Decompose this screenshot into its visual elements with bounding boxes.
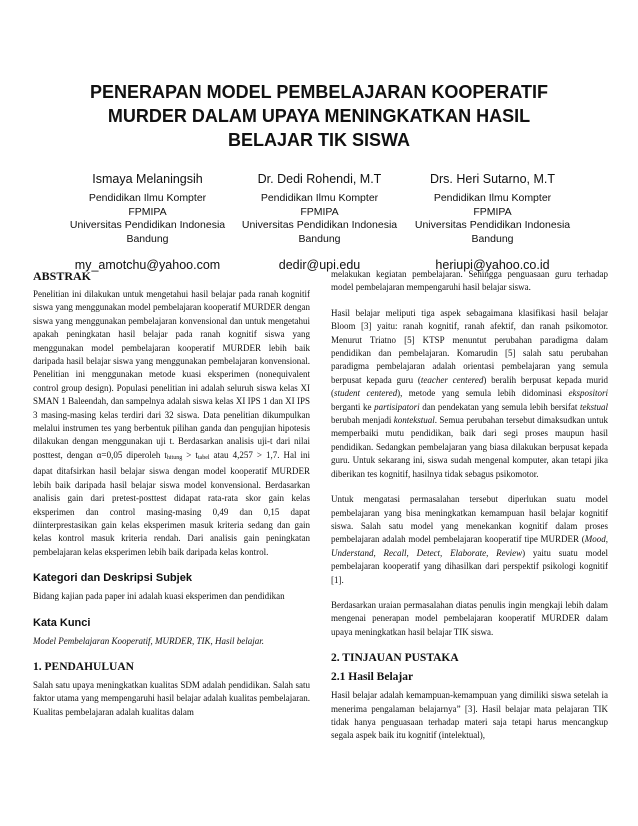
abstract-text [33,288,310,559]
author-faculty: FPMIPA [300,205,339,218]
subscript-tabel: tabel [197,454,210,461]
subscript-hitung: hitung [166,454,183,461]
text-run: berubah menjadi [331,415,394,426]
author-city: Bandung [126,232,169,245]
author-email[interactable]: my_amotchu@yahoo.com [74,258,221,272]
italic-term: partisipatori [374,401,420,412]
text-run: ) yaitu suatu model pembelajaran kooperatif yang dihasilkan dari perspektif psikologi kognitif [1]. [331,547,608,585]
section-heading: 2. TINJAUAN PUSTAKA [331,652,459,665]
author-name: Drs. Heri Sutarno, M.T [429,172,556,186]
author-university: Universitas Pendidikan Indonesia [69,219,226,231]
italic-term: student centered [334,388,398,399]
author-1 [60,171,235,273]
title-line: BELAJAR TIK SISWA [227,130,410,150]
italic-term: tekstual [580,401,608,412]
author-2 [232,171,407,273]
text-run: berganti ke [331,401,375,412]
paragraph [331,493,608,587]
italic-term: ekspositori [568,388,608,399]
category-text: Bidang kajian pada paper ini adalah kuasi eksperimen dan pendidikan [33,591,285,602]
author-university: Universitas Pendidikan Indonesia [241,219,398,231]
text-run: ), metode yang semula lebih didominasi [397,388,569,399]
text-run: ) beralih berpusat kepada murid ( [331,374,608,399]
paper-title [60,80,578,152]
keywords-heading: Kata Kunci [33,616,91,629]
author-city: Bandung [298,232,341,245]
intro-text: Salah satu upaya meningkatkan kualitas SDM adalah pendidikan. Salah satu faktor utama yang mempengaruhi hasil belajar adalah kualitas pembelajaran. Kualitas pembelajaran adalah kualitas dalam [33,679,310,717]
italic-term: teacher centered [420,374,484,385]
author-name: Ismaya Melaningsih [92,172,203,186]
abstract-heading: ABSTRAK [33,269,92,283]
keywords-text: Model Pembelajaran Kooperatif, MURDER, TIK, Hasil belajar. [33,635,264,646]
italic-term: kontekstual [393,415,435,426]
right-column [331,268,608,743]
subsection-heading: 2.1 Hasil Belajar [331,671,414,684]
author-name: Dr. Dedi Rohendi, M.T [257,172,382,186]
text-run: Hasil belajar meliputi tiga aspek sebagaimana klasifikasi hasil belajar Bloom [3] yaitu: ranah kognitif, ranah afektif, dan ranah psikomotor. Menurut Triatno [5] KTSP menuntut perubahan paradigma dalam pendidikan dan pembelajaran. Komarudin [5] salah satu perubahan paradigma pembelajaran adalah orientasi pembelajaran yang semula berpusat kepada guru ( [331,307,608,385]
author-dept: Pendidikan Ilmu Kompter [88,192,207,204]
author-dept: Pendidikan Ilmu Kompter [433,192,552,204]
abstract-text-b: > t [182,449,198,460]
author-3 [405,171,580,273]
paragraph: Hasil belajar adalah kemampuan-kemampuan yang dimiliki siswa setelah ia menerima pengalaman belajarnya” [3]. Hasil belajar mata pelajaran TIK tidak hanya penguasaan terhadap materi saja tetapi harus mencangkup segala aspek baik itu kognitif (intelektual), [331,690,608,741]
text-run: Untuk mengatasi permasalahan tersebut diperlukan suatu model pembelajaran yang bisa meningkatkan kemampuan hasil belajar kognitif siswa. Salah satu model yang menekankan kognitif dalam proses pembelajaran adalah model pembelajaran kooperatif tipe MURDER ( [331,494,608,545]
left-column [33,268,310,719]
title-line: MURDER DALAM UPAYA MENINGKATKAN HASIL [107,106,531,126]
text-run: . Semua perubahan tersebut dimaksudkan untuk memperbaiki mutu pendidikan, baik dari segi proses maupun hasil pendidikan. Sedangkan pembelajaran yang biasa dilakukan berpusat kepada guru. Untuk sekarang ini, siswa sudah mengenal komputer, akan tetapi jika diberikan tes kognitif, hasilnya tidak sebagus psikomotor. [331,415,608,479]
author-email[interactable]: dedir@upi.edu [278,258,361,272]
abstract-text-c: atau 4,257 > 1,7. Hal ini dapat ditafsirkan hasil belajar siswa dengan model kooperatif MURDER lebih baik daripada hasil belajar siswa model konvensional. Berdasarkan analisis gain dari pretest-posttest didapat rata-rata skor gain kelas eksperimen dan control masing-masing 0,49 dan 0,15 dapat diinterprestasikan gain kelas eksperimen masuk kriteria sedang dan gain kelas kontrol masuk kriteria rendah. Dari analisis gain peningkatan pembelajaran kelas eksperimen lebih baik daripada kelas kontrol. [33,449,310,557]
paragraph [331,307,608,481]
intro-heading: 1. PENDAHULUAN [33,660,134,673]
abstract-text-a: Penelitian ini dilakukan untuk mengetahui hasil belajar pada ranah kognitif siswa yang menggunakan model pembelajaran kooperatif MURDER dengan siswa yang menggunakan pembelajaran konvensional dan untuk mengetahui apakah peningkatan hasil belajar pada ranah kognitif siswa yang menggunakan model pembelajaran kooperatif MURDER lebih baik daripada hasil belajar siswa yang menggunakan pembelajaran konvensional. Penelitian ini menggunakan metode kuasi eksperimen (nonequivalent control group design). Populasi penelitian ini adalah seluruh siswa kelas XI SMAN 1 Baleendah, dan sampelnya adalah siswa kelas XI IPS 1 dan XI IPS 3 masing-masing kelas terdiri dari 32 siswa. Data penelitian dikumpulkan melalui instrumen tes yang berbentuk pilihan ganda dan pengujian hipotesis dilakukan dengan menggunakan uji t. Berdasarkan analisis uji-t dari nilai posttest, dengan α=0,05 diperoleh t [33,289,310,460]
category-heading: Kategori dan Deskripsi Subjek [33,572,192,585]
title-line: PENERAPAN MODEL PEMBELAJARAN KOOPERATIF [89,82,549,102]
author-faculty: FPMIPA [128,205,167,218]
author-email[interactable]: heriupi@yahoo.co.id [435,258,550,272]
author-city: Bandung [471,232,514,245]
paragraph: melakukan kegiatan pembelajaran. Sehingga penguasaan guru terhadap model pembelajaran mempengaruhi hasil belajar siswa. [331,269,608,293]
author-university: Universitas Pendidikan Indonesia [414,219,571,231]
author-faculty: FPMIPA [473,205,512,218]
italic-term: Mood, Understand, Recall, Detect, Elaborate, Review [331,534,608,558]
author-dept: Pendidikan Ilmu Kompter [260,192,379,204]
text-run: dan pendekatan yang semula lebih bersifat [419,401,580,412]
paragraph: Berdasarkan uraian permasalahan diatas penulis ingin mengkaji lebih dalam mengenai penerapan model pembelajaran kooperatif MURDER dalam upaya meningkatkan hasil belajar TIK siswa. [331,599,608,637]
